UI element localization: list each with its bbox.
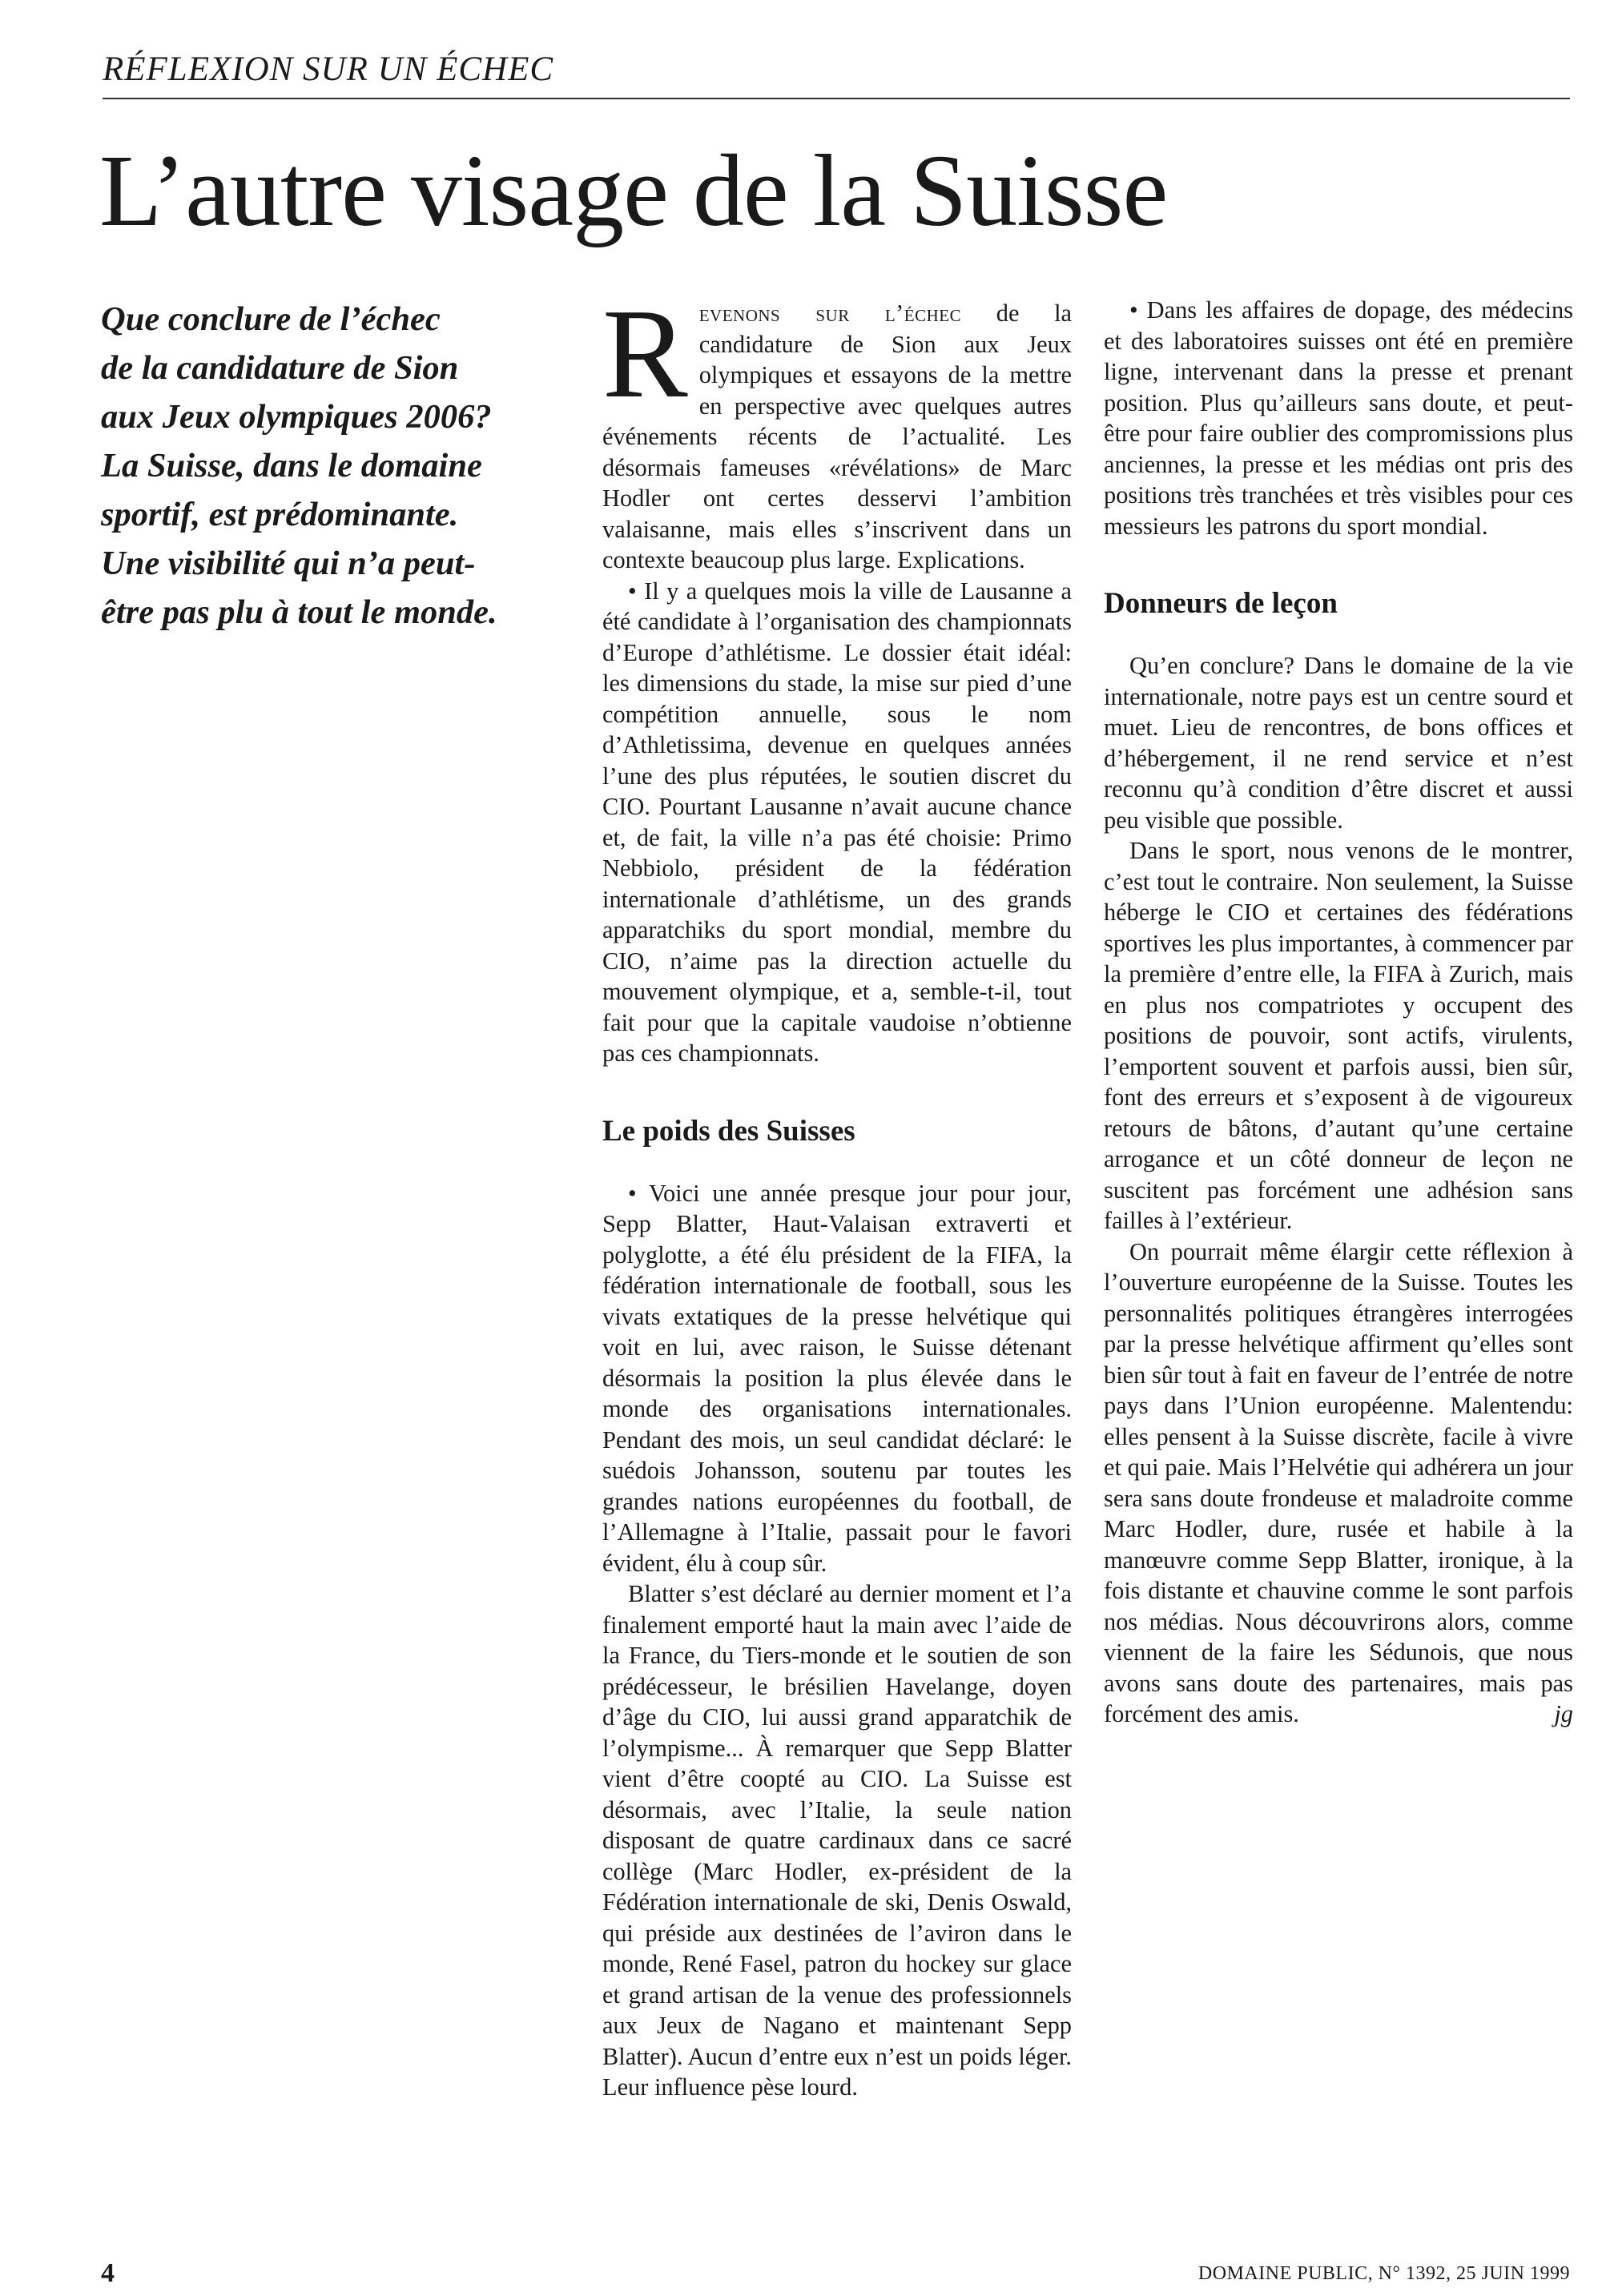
article-paragraph (602, 282, 1073, 576)
article-title: L’autre visage de la Suisse (99, 134, 1168, 247)
lede-line: Que conclure de l’échec (101, 300, 441, 338)
subheading: Le poids des Suisses (602, 1114, 855, 1148)
subheading: Donneurs de leçon (1104, 587, 1338, 620)
lede-line: La Suisse, dans le domaine (101, 447, 482, 485)
header-rule (103, 98, 1570, 99)
article-paragraph: Blatter s’est déclaré au dernier moment et l’a finalement emporté haut la main avec l’aide de la France, du Tiers-monde et le soutien de son prédécesseur, le brésilien Havelange, doyen d’âge du CIO, lui aussi grand apparatchik de l’olympisme... À remarquer que Sepp Blatter vient d’être coopté au CIO. La Suisse est désormais, avec l’Italie, la seule nation disposant de quatre cardinaux dans ce sacré collège (Marc Hodler, ex-président de la Fédération internationale de ski, Denis Oswald, qui préside aux destinées de l’aviron dans le monde, René Fasel, patron du hockey sur glace et grand artisan de la venue des professionnels aux Jeux de Nagano et maintenant Sepp Blatter). Aucun d’entre eux n’est un poids léger. Leur influence pèse lourd. (602, 1580, 1072, 2101)
lede-line: aux Jeux olympiques 2006? (101, 398, 492, 436)
article-paragraph: • Il y a quelques mois la ville de Lausanne a été candidate à l’organisation des championnats d’Europe d’athlétisme. Le dossier était idéal: les dimensions du stade, la mise sur pied d’une compétition annuelle, sous le nom d’Athletissima, devenue en quelques années l’une des plus réputées, le soutien discret du CIO. Pourtant Lausanne n’avait aucune chance et, de fait, la ville n’a pas été choisie: Primo Nebbiolo, président de la fédération internationale d’athlétisme, un des grands apparatchiks du sport mondial, membre du CIO, n’aime pas la direction actuelle du mouvement olympique, et a, semble-t-il, tout fait pour que la capitale vaudoise n’obtienne pas ces championnats. (602, 577, 1072, 1067)
paragraph-text: On pourrait même élargir cette réflexion à l’ouverture européenne de la Suisse. Toutes les personnalités politiques étrangères interrogées par la presse helvétique affirment qu’elles sont bien sûr tout à fait en faveur de l’entrée de notre pays dans l’Union européenne. Malentendu: elles pensent à la Suisse discrète, facile à vivre et qui paie. Mais l’Helvétie qui adhérera un jour sera sans doute frondeuse et maladroite comme Marc Hodler, dure, rusée et habile à la manœuvre comme Sepp Blatter, ironique, à la fois distante et chauvine comme le sont parfois nos médias. Nous découvrirons alors, comme viennent de la faire les Sédunois, que nous avons sans doute des partenaires, mais pas forcément des amis. (1104, 1237, 1573, 1727)
page-number: 4 (101, 2258, 115, 2288)
drop-cap: R (602, 282, 688, 424)
lede-line: Une visibilité qui n’a peut- (101, 545, 476, 582)
article-lede (101, 295, 582, 637)
article-paragraph: • Dans les affaires de dopage, des médecins et des laboratoires suisses ont été en première ligne, intervenant dans la presse et prenant position. Plus qu’ailleurs sans doute, et peut-être pour faire oublier des compromissions plus anciennes, la presse et les médias ont pris des positions très tranchées et très visibles pour ces messieurs les patrons du sport mondial. (1104, 296, 1573, 540)
article-paragraph: Dans le sport, nous venons de le montrer, c’est tout le contraire. Non seulement, la Suisse héberge le CIO et certaines des fédérations sportives les plus importantes, à commencer par la première d’entre elle, la FIFA à Zurich, mais en plus nos compatriotes y occupent des positions de pouvoir, sont actifs, virulents, l’emportent souvent et parfois aussi, bien sûr, font des erreurs et s’exposent à de vigoureux retours de bâtons, d’autant qu’une certaine arrogance et un côté donneur de leçon ne suscitent pas forcément une adhésion sans failles à l’extérieur. (1104, 837, 1573, 1234)
lede-line: être pas plu à tout le monde. (101, 593, 497, 631)
article-paragraph (1104, 1236, 1573, 1730)
paragraph-text: de la candidature de Sion aux Jeux olympiques et essayons de la mettre en perspective avec quelques autres événements récents de l’actualité. Les désormais fameuses «révélations» de Marc Hodler ont certes desservi l’ambition valaisanne, mais elles s’inscrivent dans un contexte beaucoup plus large. Explications. (602, 300, 1073, 573)
author-signature: jg (1554, 1700, 1573, 1727)
lede-line: de la candidature de Sion (101, 349, 459, 387)
lede-line: sportif, est prédominante. (101, 496, 459, 533)
article-column-1 (602, 282, 1073, 2103)
section-rubric: RÉFLEXION SUR UN ÉCHEC (103, 50, 554, 88)
lead-in: evenons sur l’échec (698, 300, 962, 327)
article-column-2 (1104, 295, 1573, 1730)
publication-footer: DOMAINE PUBLIC, N° 1392, 25 JUIN 1999 (1197, 2263, 1570, 2284)
article-paragraph: • Voici une année presque jour pour jour, Sepp Blatter, Haut-Valaisan extraverti et polyglotte, a été élu président de la FIFA, la fédération internationale de football, sous les vivats extatiques de la presse helvétique qui voit en lui, avec raison, le Suisse détenant désormais la position la plus élevée dans le monde des organisations internationales. Pendant des mois, un seul candidat déclaré: le suédois Johansson, soutenu par toutes les grandes nations européennes du football, de l’Allemagne à l’Italie, passait pour le favori évident, élu à coup sûr. (602, 1179, 1072, 1577)
article-paragraph: Qu’en conclure? Dans le domaine de la vie internationale, notre pays est un centre sourd et muet. Lieu de rencontres, de bons offices et d’hébergement, il ne rend service et n’est reconnu qu’à condition d’être discret et aussi peu visible que possible. (1104, 652, 1573, 834)
